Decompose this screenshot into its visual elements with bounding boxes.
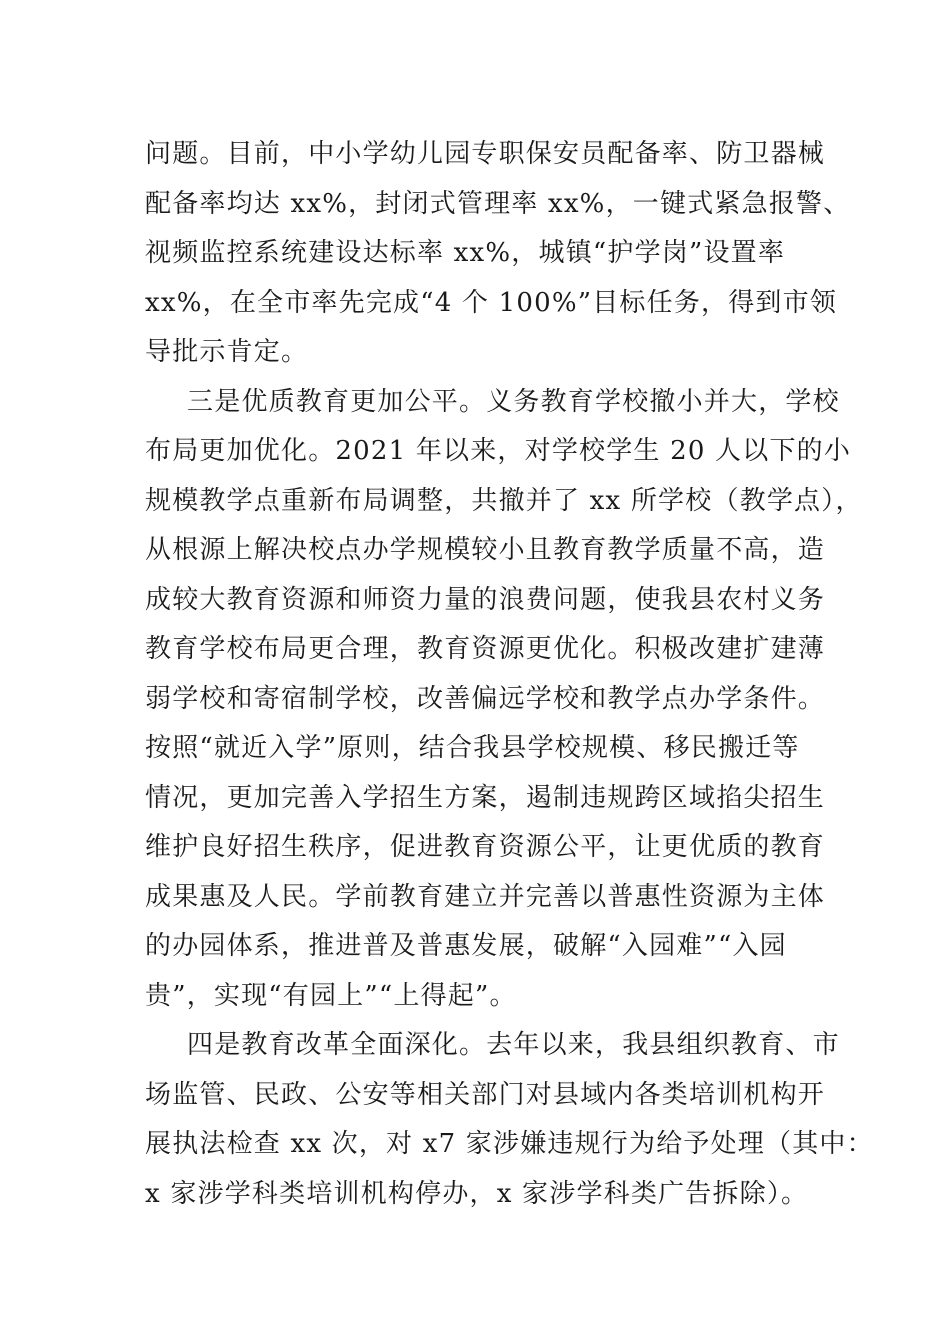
text-line: 展执法检查 xx 次，对 x7 家涉嫌违规行为给予处理（其中： — [145, 1129, 874, 1159]
text-line: 的办园体系，推进普及普惠发展，破解“入园难”“入园 — [145, 931, 787, 961]
text-line: 情况，更加完善入学招生方案，遏制违规跨区域掐尖招生 — [145, 782, 826, 813]
text-line: 弱学校和寄宿制学校，改善偏远学校和教学点办学条件。 — [145, 683, 826, 714]
paragraph-3 — [145, 1021, 874, 1219]
text-line: 按照“就近入学”原则，结合我县学校规模、移民搬迁等 — [145, 733, 800, 763]
text-line: 从根源上解决校点办学规模较小且教育教学质量不高，造 — [145, 535, 826, 565]
body-text — [145, 130, 874, 1219]
text-line: 教育学校布局更合理，教育资源更优化。积极改建扩建薄 — [145, 634, 826, 664]
text-line: 四是教育改革全面深化。去年以来，我县组织教育、市 — [187, 1030, 840, 1060]
text-line: 成果惠及人民。学前教育建立并完善以普惠性资源为主体 — [145, 881, 826, 912]
text-line: 配备率均达 xx%，封闭式管理率 xx%，一键式紧急报警、 — [145, 188, 851, 219]
text-line: 布局更加优化。2021 年以来，对学校学生 20 人以下的小 — [145, 436, 852, 466]
text-line: 贵”，实现“有园上”“上得起”。 — [145, 980, 517, 1011]
text-line: 维护良好招生秩序，促进教育资源公平，让更优质的教育 — [145, 832, 826, 862]
text-line: 规模教学点重新布局调整，共撤并了 xx 所学校（教学点）， — [145, 485, 863, 516]
text-line: 成较大教育资源和师资力量的浪费问题，使我县农村义务 — [145, 584, 826, 615]
text-line: 场监管、民政、公安等相关部门对县域内各类培训机构开 — [145, 1079, 826, 1110]
text-line: xx%，在全市率先完成“4 个 100%”目标任务，得到市领 — [145, 287, 838, 318]
text-line: 视频监控系统建设达标率 xx%，城镇“护学岗”设置率 — [145, 238, 786, 268]
text-line: 问题。目前，中小学幼儿园专职保安员配备率、防卫器械 — [145, 139, 826, 169]
paragraph-1 — [145, 130, 851, 378]
paragraph-2 — [145, 378, 863, 1022]
text-line: x 家涉学科类培训机构停办，x 家涉学科类广告拆除）。 — [145, 1178, 809, 1209]
text-line: 导批示肯定。 — [145, 337, 309, 367]
text-line: 三是优质教育更加公平。义务教育学校撤小并大，学校 — [187, 386, 840, 417]
